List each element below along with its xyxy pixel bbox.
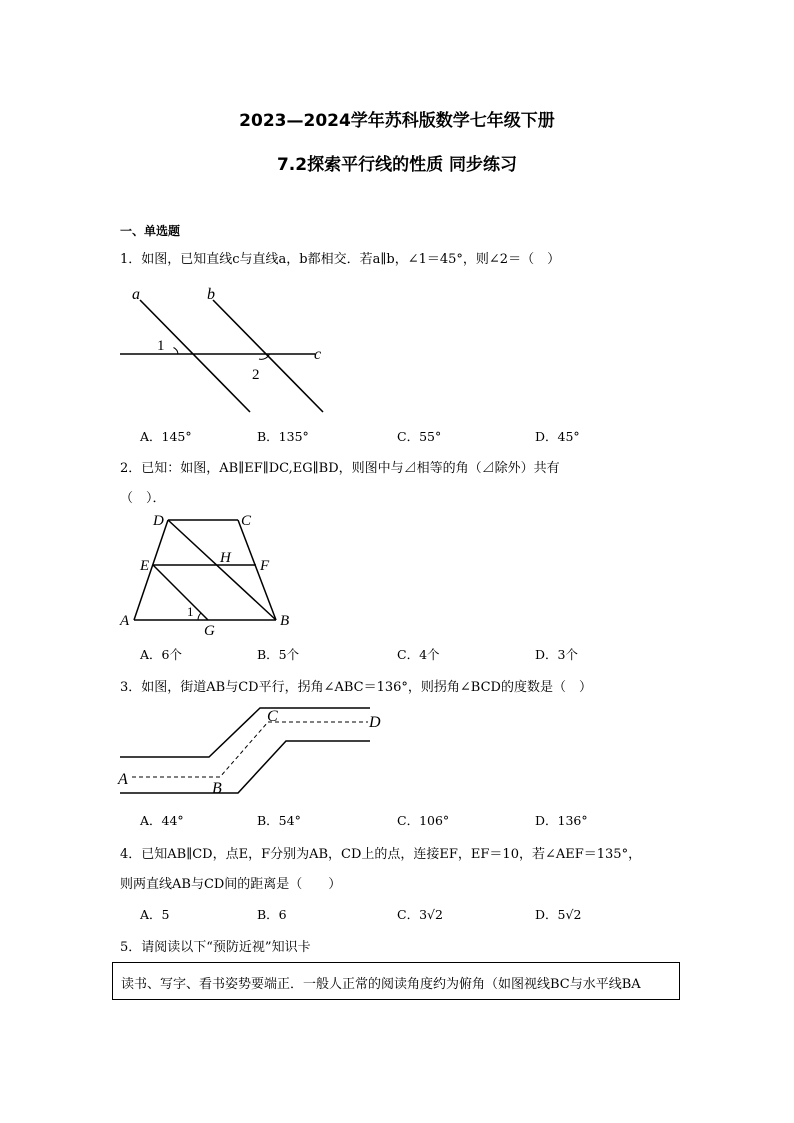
q2-option-c[interactable]: C．4个 xyxy=(397,647,440,662)
label-c: C xyxy=(267,708,278,725)
segment-bc xyxy=(238,520,276,620)
page-title: 2023—2024学年苏科版数学七年级下册 xyxy=(239,111,555,131)
angle-1-arc xyxy=(198,613,201,620)
q4-option-d[interactable]: D．5√2 xyxy=(535,907,582,922)
question-1-options xyxy=(0,427,794,443)
label-g: G xyxy=(204,623,215,638)
knowledge-card-text: 读书、写字、看书姿势要端正．一般人正常的阅读角度约为俯角（如图视线BC与水平线BA xyxy=(121,977,641,992)
street-upper-edge xyxy=(120,708,370,757)
question-3-text: 3．如图，街道AB与CD平行，拐角∠ABC＝136°，则拐角∠BCD的度数是（ ） xyxy=(120,680,592,695)
q2-option-b[interactable]: B．5个 xyxy=(257,647,300,662)
label-f: F xyxy=(260,558,270,574)
segment-eg xyxy=(153,565,208,620)
question-4-text: 4．已知AB∥CD，点E，F分别为AB，CD上的点，连接EF，EF＝10，若∠AEF＝135°， xyxy=(120,847,642,862)
q2-option-a[interactable]: A．6个 xyxy=(140,647,182,662)
q4-option-a[interactable]: A．5 xyxy=(140,907,170,922)
q1-option-d[interactable]: D．45° xyxy=(535,429,580,444)
question-3-options xyxy=(0,811,794,827)
label-e: E xyxy=(140,558,150,574)
question-1-figure xyxy=(110,282,340,417)
label-a: a xyxy=(132,286,140,303)
label-b: B xyxy=(280,613,290,629)
question-4-options xyxy=(0,905,794,921)
question-1-text: 1．如图，已知直线c与直线a，b都相交．若a∥b，∠1＝45°，则∠2＝（ ） xyxy=(120,252,561,267)
label-angle-2: 2 xyxy=(252,367,260,383)
section-heading: 一、单选题 xyxy=(120,224,181,238)
q3-option-c[interactable]: C．106° xyxy=(397,813,450,828)
question-5-text: 5．请阅读以下“预防近视”知识卡 xyxy=(120,940,311,955)
knowledge-card xyxy=(112,962,680,1000)
q4-option-c[interactable]: C．3√2 xyxy=(397,907,443,922)
q3-option-b[interactable]: B．54° xyxy=(257,813,301,828)
q1-option-a[interactable]: A．145° xyxy=(140,429,192,444)
question-2-text: 2．已知：如图，AB∥EF∥DC,EG∥BD，则图中与⊿相等的角（⊿除外）共有 xyxy=(120,461,560,476)
street-center-line xyxy=(132,722,368,777)
label-angle-1: 1 xyxy=(157,338,165,354)
page-subtitle: 7.2探索平行线的性质 同步练习 xyxy=(276,155,518,175)
label-d: D xyxy=(369,714,381,731)
label-b: B xyxy=(212,780,222,797)
angle-1-arc xyxy=(174,348,179,355)
street-lower-edge xyxy=(120,741,370,793)
q3-option-d[interactable]: D．136° xyxy=(535,813,588,828)
q4-option-b[interactable]: B．6 xyxy=(257,907,287,922)
label-c: C xyxy=(241,513,252,529)
q2-option-d[interactable]: D．3个 xyxy=(535,647,578,662)
q3-option-a[interactable]: A．44° xyxy=(140,813,184,828)
question-2-figure xyxy=(110,508,300,638)
question-4-text-cont: 则两直线AB与CD间的距离是（ ） xyxy=(120,877,342,892)
label-b: b xyxy=(207,286,215,303)
question-2-options xyxy=(0,645,794,661)
question-2-text-cont: （ ）． xyxy=(120,491,166,506)
label-a: A xyxy=(120,613,130,629)
label-angle-1: 1 xyxy=(187,604,194,619)
label-c: c xyxy=(314,346,322,363)
label-h: H xyxy=(220,550,231,566)
label-d: D xyxy=(153,513,164,529)
q1-option-c[interactable]: C．55° xyxy=(397,429,442,444)
q1-option-b[interactable]: B．135° xyxy=(257,429,309,444)
label-a: A xyxy=(118,771,128,788)
question-3-figure xyxy=(110,700,390,800)
line-a xyxy=(140,300,250,412)
